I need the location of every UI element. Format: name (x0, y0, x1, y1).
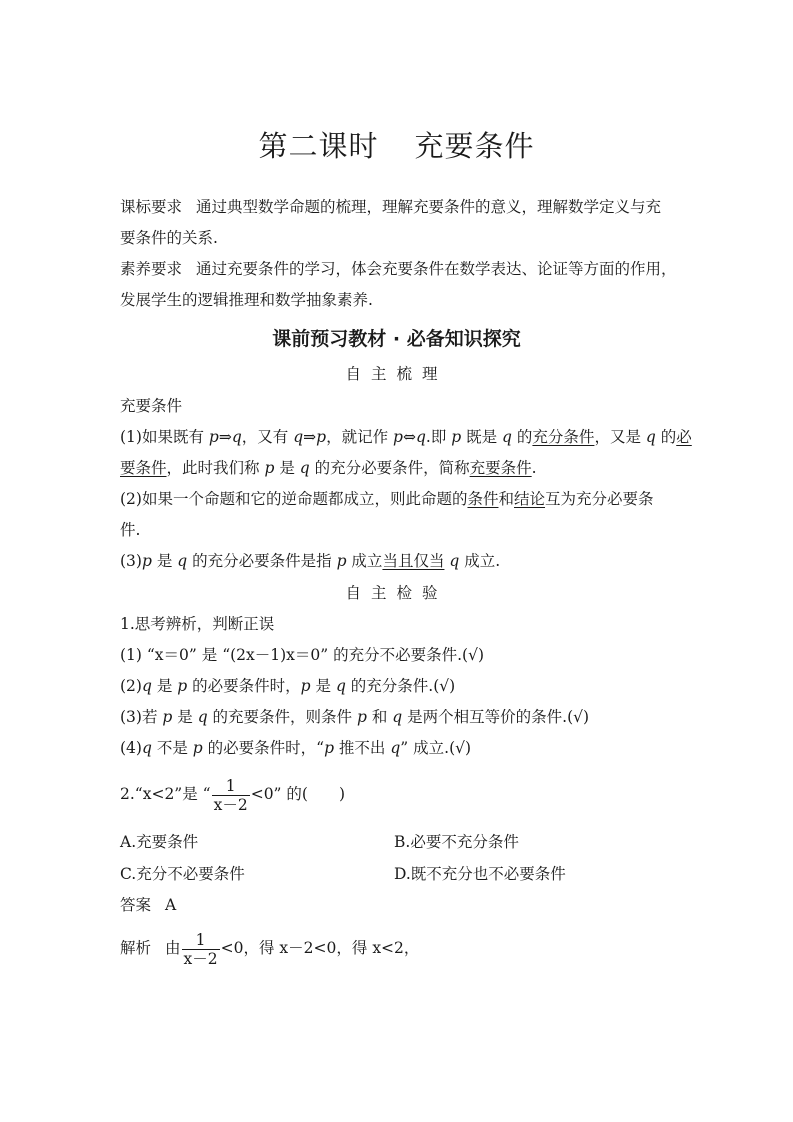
text: ，就记作 (326, 428, 394, 446)
subsection-self-review: 自主梳理 (345, 365, 448, 383)
option-d: D.既不充分也不必要条件 (394, 865, 566, 883)
text: 是 (274, 459, 300, 477)
text: 是 (151, 552, 178, 570)
var: q (231, 428, 242, 446)
literacy-label: 素养要求 (120, 260, 183, 278)
text: 由 (165, 939, 181, 957)
answer-label: 答案 (120, 896, 152, 914)
analysis-line (120, 928, 419, 968)
text: 成立. (459, 552, 501, 570)
text: 的充分条件.(√) (345, 677, 456, 695)
text: 是 (172, 708, 198, 726)
literacy-requirement (120, 258, 677, 280)
var: q (449, 552, 460, 570)
var: p (451, 428, 462, 446)
text: 的充要条件，则条件 (207, 708, 357, 726)
underlined-answer: 必 (676, 428, 692, 446)
fraction-denominator: x－2 (213, 795, 248, 814)
var: p (208, 428, 219, 446)
text: 的 (511, 428, 533, 446)
section-title: 课前预习教材 · 必备知识探究 (272, 328, 521, 350)
fraction (182, 931, 220, 968)
text: x<2， (372, 939, 420, 957)
option-c: C.充分不必要条件 (120, 865, 245, 883)
var: p (300, 677, 311, 695)
curriculum-text-2: 要条件的关系. (120, 229, 218, 247)
text: 的必要条件时，“ (202, 739, 325, 757)
text: 是两个相互等价的条件.(√) (402, 708, 590, 726)
text: ，又有 (241, 428, 294, 446)
var: q (141, 677, 152, 695)
text: .即 (425, 428, 452, 446)
text: (4) (120, 739, 142, 757)
var: q (390, 739, 401, 757)
q1-head: 1.思考辨析，判断正误 (120, 615, 275, 633)
topic-heading: 充要条件 (120, 397, 183, 415)
page-title (0, 124, 793, 165)
curriculum-requirement (120, 196, 661, 218)
title-part2: 充要条件 (414, 129, 535, 163)
var: q (299, 459, 310, 477)
text: ” 成立.(√) (400, 739, 472, 757)
var: q (293, 428, 304, 446)
text: 的充分必要条件是指 (187, 552, 337, 570)
text: 的必要条件时， (187, 677, 301, 695)
literacy-text-1: 通过充要条件的学习，体会充要条件在数学表达、论证等方面的作用， (196, 260, 677, 278)
text: <0” 的( ) (250, 785, 345, 803)
item1-line1 (120, 426, 692, 448)
text: 是 (310, 677, 336, 695)
text: ，此时我们称 (166, 459, 265, 477)
option-b: B.必要不充分条件 (394, 833, 519, 851)
text: 互为充分必要条 (545, 490, 654, 508)
text: (2)如果一个命题和它的逆命题都成立，则此命题的 (120, 490, 468, 508)
text: ⇒ (303, 428, 317, 446)
text: 既是 (461, 428, 503, 446)
fraction-denominator: x－2 (183, 949, 218, 968)
fraction-numerator: 1 (212, 777, 250, 796)
text: <0，得 (220, 939, 280, 957)
underlined-answer: 充要条件 (469, 459, 532, 477)
var: q (645, 428, 656, 446)
text: 推不出 (334, 739, 391, 757)
subsection-self-check: 自主检验 (345, 584, 448, 602)
text: 2.“x<2”是 “ (120, 785, 211, 803)
text: 不是 (151, 739, 193, 757)
q1-statement-1: (1) “x＝0” 是 “(2x－1)x＝0” 的充分不必要条件.(√) (120, 646, 485, 664)
underlined-answer: 结论 (514, 490, 546, 508)
text: (3) (120, 552, 142, 570)
item2-line2: 件. (120, 521, 141, 539)
var: q (141, 739, 152, 757)
underlined-answer: 充分条件 (532, 428, 595, 446)
text: (1)如果既有 (120, 428, 209, 446)
text: 和 (366, 708, 393, 726)
var: p (162, 708, 173, 726)
text: (2) (120, 677, 142, 695)
fraction (212, 777, 250, 814)
q2-stem (120, 774, 345, 814)
text: 成立 (346, 552, 383, 570)
curriculum-text-1: 通过典型数学命题的梳理，理解充要条件的意义，理解数学定义与充 (196, 198, 662, 216)
var: p (336, 552, 347, 570)
q1-statement-2 (120, 675, 455, 697)
var: p (324, 739, 334, 757)
q1-statement-4 (120, 737, 471, 759)
text: 和 (498, 490, 514, 508)
var: q (177, 552, 188, 570)
answer-line (120, 894, 176, 916)
text: 是 (151, 677, 178, 695)
var: p (141, 552, 152, 570)
var: q (392, 708, 403, 726)
item2-line1 (120, 488, 654, 510)
item3 (120, 550, 500, 572)
var: q (415, 428, 426, 446)
underlined-answer: 当且仅当 (382, 552, 445, 570)
item1-line2 (120, 457, 537, 479)
var: q (502, 428, 512, 446)
var: p (393, 428, 403, 446)
text: ⇔ (402, 428, 416, 446)
text: x－2<0，得 (279, 939, 373, 957)
literacy-text-2: 发展学生的逻辑推理和数学抽象素养. (120, 291, 373, 309)
text: 的 (655, 428, 677, 446)
curriculum-label: 课标要求 (120, 198, 183, 216)
text: ⇒ (218, 428, 232, 446)
fraction-numerator: 1 (182, 931, 220, 950)
var: q (335, 677, 346, 695)
answer-value: A (165, 896, 177, 914)
option-a: A.充要条件 (120, 833, 199, 851)
title-part1: 第二课时 (258, 129, 379, 163)
text: 的充分必要条件，简称 (309, 459, 470, 477)
analysis-label: 解析 (120, 939, 152, 957)
var: p (356, 708, 367, 726)
q1-statement-3 (120, 706, 589, 728)
var: p (177, 677, 188, 695)
var: p (316, 428, 327, 446)
text: (3)若 (120, 708, 163, 726)
underlined-answer: 条件 (467, 490, 499, 508)
text: . (531, 459, 537, 477)
underlined-answer: 要条件 (120, 459, 167, 477)
var: q (197, 708, 208, 726)
text: ，又是 (594, 428, 646, 446)
var: p (264, 459, 275, 477)
var: p (192, 739, 203, 757)
